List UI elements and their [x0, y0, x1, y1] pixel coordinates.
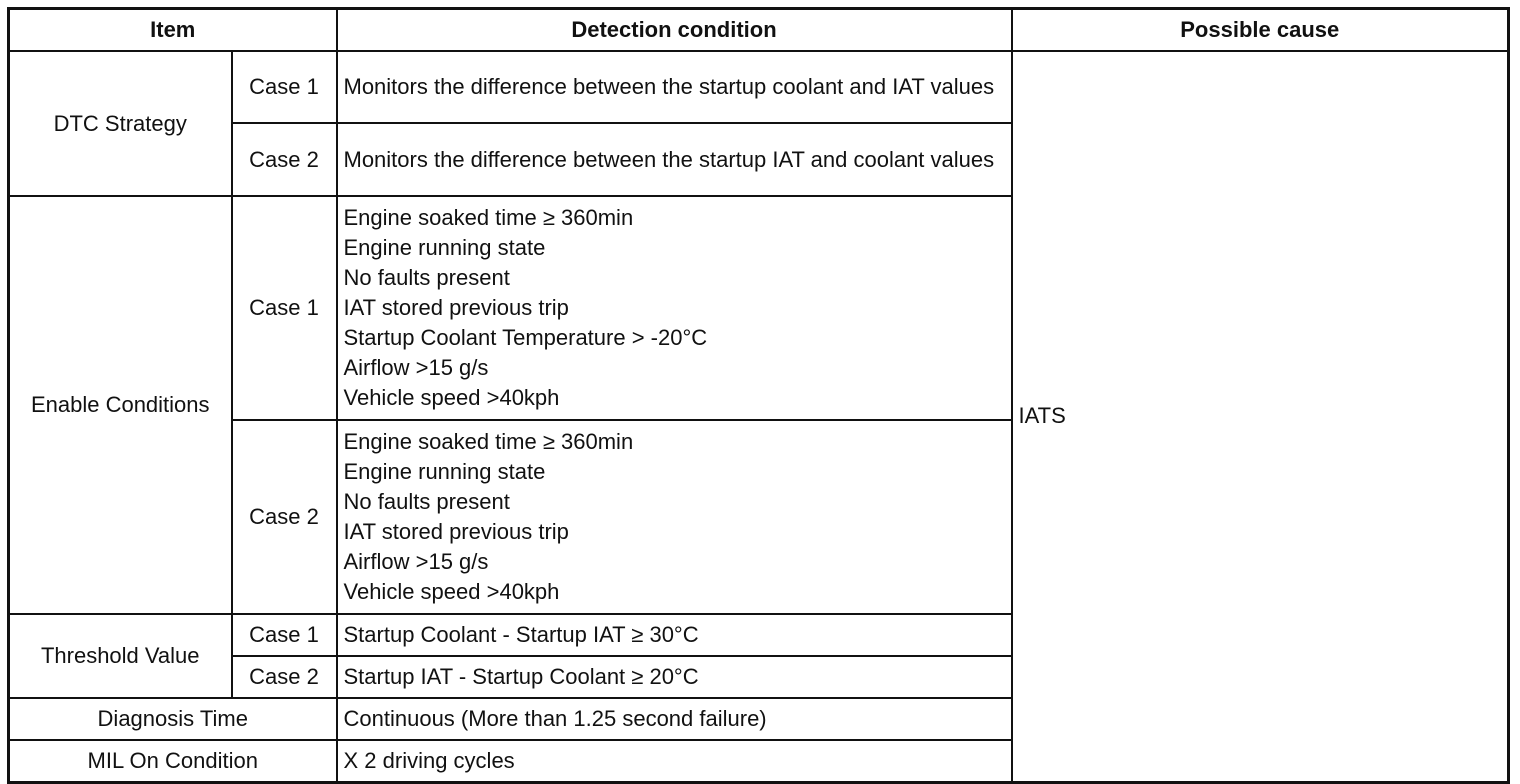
condition-line: Vehicle speed >40kph: [343, 579, 560, 604]
case-label: Case 2: [232, 656, 337, 698]
row-label-enable-conditions: Enable Conditions: [9, 196, 232, 614]
condition-line: Vehicle speed >40kph: [343, 385, 560, 410]
detection-cell: Monitors the difference between the startup IAT and coolant values: [337, 123, 1012, 196]
detection-cell: Monitors the difference between the startup coolant and IAT values: [337, 51, 1012, 123]
row-label-dtc-strategy: DTC Strategy: [9, 51, 232, 196]
header-item: Item: [9, 9, 337, 52]
condition-line: IAT stored previous trip: [343, 519, 569, 544]
condition-line: Airflow >15 g/s: [343, 355, 489, 380]
case-label: Case 1: [232, 614, 337, 656]
case-label: Case 1: [232, 196, 337, 420]
row-label-mil-on-condition: MIL On Condition: [9, 740, 337, 782]
detection-cell: Continuous (More than 1.25 second failure): [337, 698, 1012, 740]
detection-cell: Startup IAT - Startup Coolant ≥ 20°C: [337, 656, 1012, 698]
row-label-threshold-value: Threshold Value: [9, 614, 232, 698]
header-detection-condition: Detection condition: [337, 9, 1012, 52]
condition-line: Engine soaked time ≥ 360min: [343, 429, 634, 454]
condition-line: Engine running state: [343, 459, 546, 484]
condition-line: Engine running state: [343, 235, 546, 260]
condition-line: Engine soaked time ≥ 360min: [343, 205, 634, 230]
dtc-table: [7, 7, 1510, 784]
possible-cause-cell: IATS: [1012, 51, 1509, 782]
condition-line: No faults present: [343, 489, 510, 514]
condition-line: No faults present: [343, 265, 510, 290]
detection-cell: X 2 driving cycles: [337, 740, 1012, 782]
condition-line: IAT stored previous trip: [343, 295, 569, 320]
row-label-diagnosis-time: Diagnosis Time: [9, 698, 337, 740]
case-label: Case 2: [232, 420, 337, 614]
condition-line: Startup Coolant Temperature > -20°C: [343, 325, 708, 350]
case-label: Case 1: [232, 51, 337, 123]
detection-cell: Startup Coolant - Startup IAT ≥ 30°C: [337, 614, 1012, 656]
header-row: [9, 9, 1509, 52]
condition-line: Airflow >15 g/s: [343, 549, 489, 574]
case-label: Case 2: [232, 123, 337, 196]
detection-cell: [337, 420, 1012, 614]
header-possible-cause: Possible cause: [1012, 9, 1509, 52]
table-row: [9, 51, 1509, 123]
detection-cell: [337, 196, 1012, 420]
